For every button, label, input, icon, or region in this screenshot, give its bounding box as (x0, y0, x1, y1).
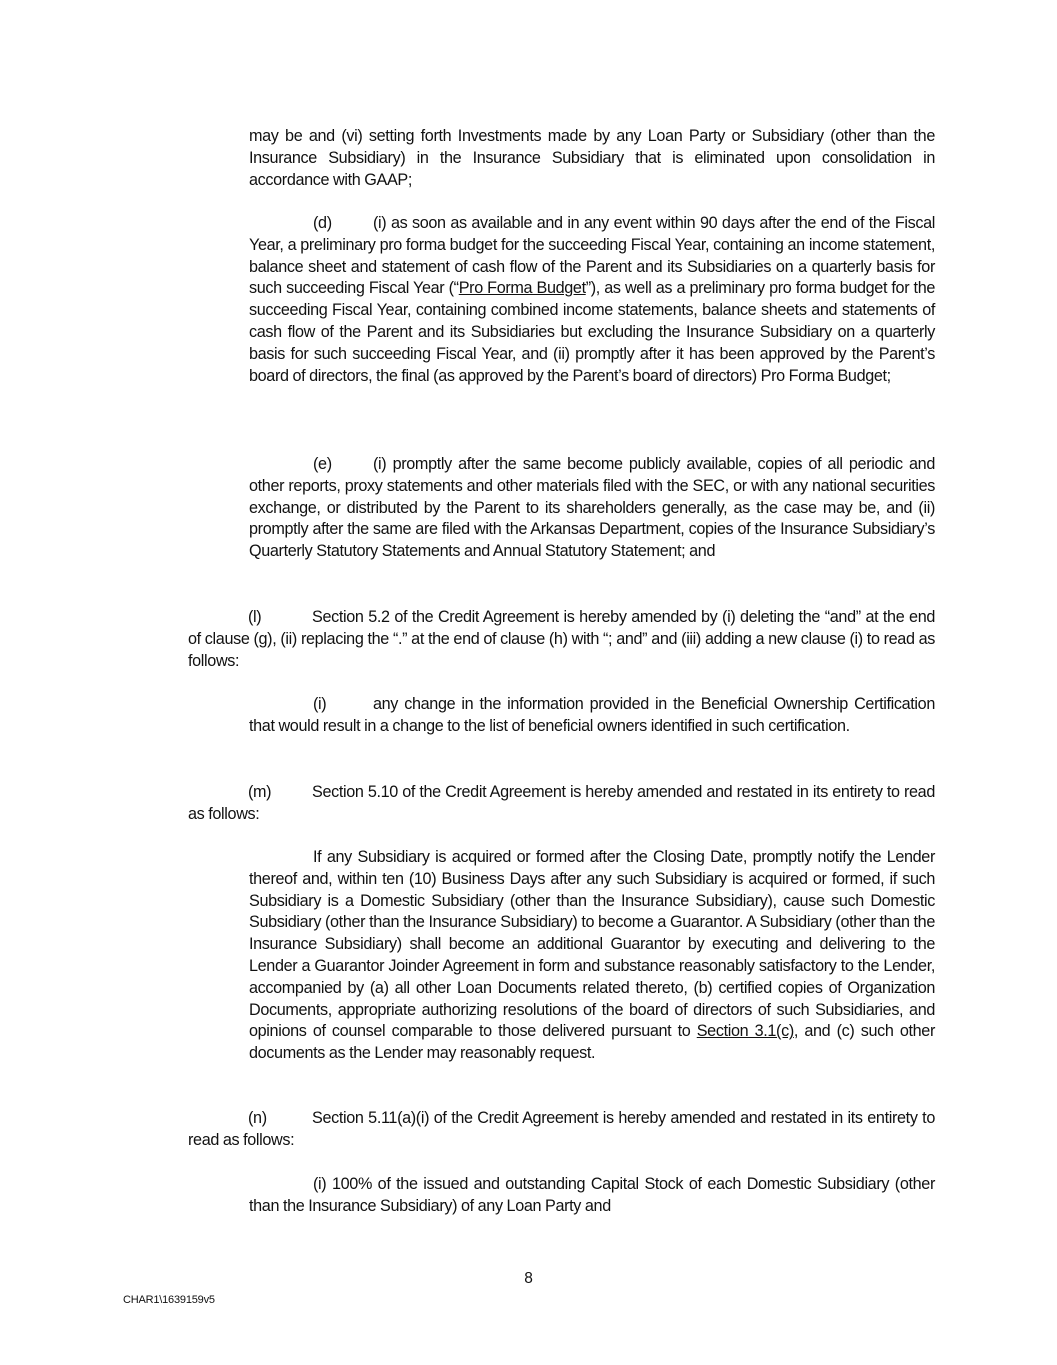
paragraph-subsidiary-joinder (249, 847, 935, 1065)
paragraph-i (249, 694, 935, 738)
paragraph-l (188, 607, 935, 672)
clause-label-e: (e) (313, 455, 332, 473)
document-id: CHAR1\1639159v5 (123, 1294, 215, 1306)
paragraph-e (249, 454, 935, 563)
paragraph-text: , and (c) such other documents as the Lender may reasonably request. (249, 1022, 935, 1063)
clause-label-n: (n) (248, 1109, 267, 1127)
clause-label-i: (i) (313, 695, 327, 713)
paragraph-text: Section 5.10 of the Credit Agreement is hereby amended and restated in its entirety to read as follows: (188, 783, 935, 823)
page-number: 8 (524, 1270, 533, 1287)
paragraph-m (188, 782, 935, 826)
paragraph-n (188, 1108, 935, 1152)
clause-label-l: (l) (248, 608, 262, 626)
paragraph-text: (i) 100% of the issued and outstanding Capital Stock of each Domestic Subsidiary (other than the Insurance Subsidiary) of any Loan Party and (249, 1175, 935, 1215)
paragraph-continuation (249, 126, 935, 191)
paragraph-text: If any Subsidiary is acquired or formed after the Closing Date, promptly notify the Lender thereof and, within ten (10) Business Days after any such Subsidiary is acquired or formed, if such Subsidiary is a Domestic Subsidiary (other than the Insurance Subsidiary), cause such Domestic Subsidiary (other than the Insurance Subsidiary) to become a Guarantor. A Subsidiary (other than the Insurance Subsidiary) shall become an additional Guarantor by executing and delivering to the Lender a Guarantor Joinder Agreement in form and substance reasonably satisfactory to the Lender, accompanied by (a) all other Loan Documents related thereto, (b) certified copies of Organization Documents, appropriate authorizing resolutions of the board of directors of such Subsidiaries, and opinions of counsel comparable to those delivered pursuant to (249, 848, 935, 1041)
paragraph-capital-stock (249, 1174, 935, 1218)
paragraph-text: any change in the information provided in the Beneficial Ownership Certification that would result in a change to the list of beneficial owners identified in such certification. (249, 695, 935, 735)
paragraph-text: may be and (vi) setting forth Investments made by any Loan Party or Subsidiary (other than the Insurance Subsidiary) in the Insurance Subsidiary that is eliminated upon consolidation in accordance with GAAP; (249, 127, 935, 189)
paragraph-text: ”), as well as a preliminary pro forma budget for the succeeding Fiscal Year, containing combined income statements, balance sheets and statements of cash flow of the Parent and its Subsidiaries but excluding the Insurance Subsidiary on a quarterly basis for such succeeding Fiscal Year, and (ii) promptly after it has been approved by the Parent’s board of directors, the final (as approved by the Parent’s board of directors) Pro Forma Budget; (249, 279, 936, 385)
paragraph-text: (i) promptly after the same become publicly available, copies of all periodic and other reports, proxy statements and other materials filed with the SEC, or with any national securities exchange, or distributed by the Parent to its shareholders generally, as the case may be, and (ii) promptly after the same are filed with the Arkansas Department, copies of the Insurance Subsidiary’s Quarterly Statutory Statements and Annual Statutory Statement; and (249, 455, 935, 561)
section-reference: Section 3.1(c) (696, 1022, 794, 1041)
clause-label-m: (m) (248, 783, 272, 801)
clause-label-d: (d) (313, 214, 332, 232)
paragraph-d (249, 213, 935, 387)
paragraph-text: (i) as soon as available and in any event within 90 days after the end of the Fiscal Year, a preliminary pro forma budget for the succeeding Fiscal Year, containing an income statement, balance sheet and statement of cash flow of the Parent and its Subsidiaries on a quarterly basis for such succeeding Fiscal Year (“ (249, 214, 935, 298)
paragraph-text: Section 5.11(a)(i) of the Credit Agreement is hereby amended and restated in its entirety to read as follows: (188, 1109, 935, 1149)
paragraph-text: Section 5.2 of the Credit Agreement is hereby amended by (i) deleting the “and” at the end of clause (g), (ii) replacing the “.” at the end of clause (h) with “; and” and (iii) adding a new clause (i) to read as follows: (188, 608, 935, 670)
defined-term-pro-forma-budget: Pro Forma Budget (458, 279, 586, 298)
